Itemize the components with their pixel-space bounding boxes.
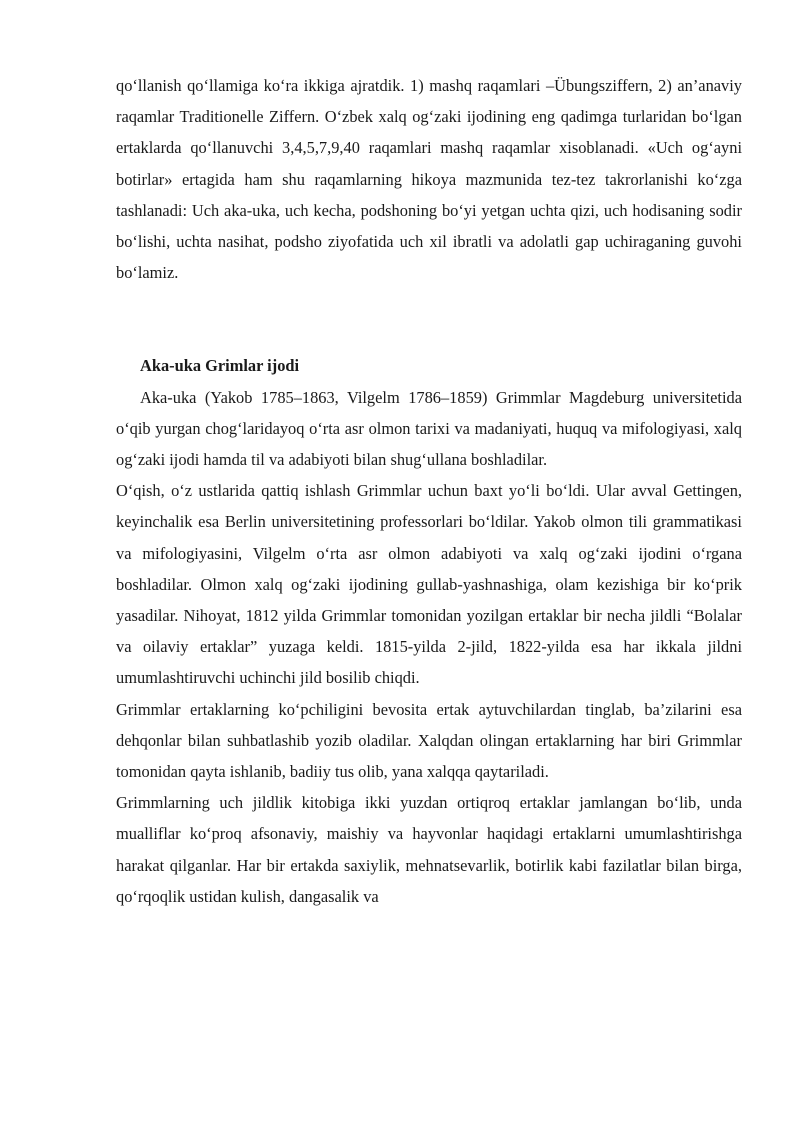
intro-paragraph: qo‘llanish qo‘llamiga ko‘ra ikkiga ajratdik. 1) mashq raqamlari –Übungsziffern, 2) an’anaviy raqamlar Traditionelle Ziffern. O‘zbek xalq og‘zaki ijodining eng qadimga turlaridan bo‘lgan ertaklarda qo‘llanuvchi 3,4,5,7,9,40 raqamlari mashq raqamlar xisoblanadi. «Uch og‘ayni botirlar» ertagida ham shu raqamlarning hikoya mazmunida tez-tez takrorlanishi ko‘zga tashlanadi: Uch aka-uka, uch kecha, podshoning bo‘yi yetgan uchta qizi, uch hodisaning sodir bo‘lishi, uchta nasihat, podsho ziyofatida uch xil ibratli va adolatli gap uchiraganing guvohi bo‘lamiz. bbox=[116, 76, 742, 283]
section-paragraph-2: O‘qish, o‘z ustlarida qattiq ishlash Grimmlar uchun baxt yo‘li bo‘ldi. Ular avval Gettingen, keyinchalik esa Berlin universitetining professorlari bo‘ldilar. Yakob olmon tili grammatikasi va mifologiyasini, Vilgelm o‘rta asr olmon adabiyoti va xalq og‘zaki ijodini o‘rgana boshladilar. Olmon xalq og‘zaki ijodining gullab-yashnashiga, olam kezishiga bir ko‘prik yasadilar. Nihoyat, 1812 yilda Grimmlar tomonidan yozilgan ertaklar bir necha jildli “Bolalar va oilaviy ertaklar” yuzaga keldi. 1815-yilda 2-jild, 1822-yilda esa har ikkala jildni umumlashtiruvchi uchinchi jild bosilib chiqdi. bbox=[116, 481, 742, 688]
section-paragraph-4: Grimmlarning uch jildlik kitobiga ikki yuzdan ortiqroq ertaklar jamlangan bo‘lib, unda mualliflar ko‘proq afsonaviy, maishiy va hayvonlar haqidagi ertaklarni umumlashtirishga harakat qilganlar. Har bir ertakda saxiylik, mehnatsevarlik, botirlik kabi fazilatlar bilan birga, qo‘rqoqlik ustidan kulish, dangasalik va bbox=[116, 793, 742, 906]
section-paragraph-3: Grimmlar ertaklarning ko‘pchiligini bevosita ertak aytuvchilardan tinglab, ba’zilarini esa dehqonlar bilan suhbatlashib yozib oladilar. Xalqdan olingan ertaklarning har biri Grimmlar tomonidan qayta ishlanib, badiiy tus olib, yana xalqqa qaytariladi. bbox=[116, 699, 742, 782]
section-heading: Aka-uka Grimlar ijodi bbox=[140, 356, 300, 376]
page-body bbox=[116, 70, 742, 912]
section-paragraph-1: Aka-uka (Yakob 1785–1863, Vilgelm 1786–1859) Grimmlar Magdeburg universitetida o‘qib yurgan chog‘laridayoq o‘rta asr olmon tarixi va madaniyati, huquq va mifologiyasi, xalq og‘zaki ijodi hamda til va adabiyoti bilan shug‘ullana boshladilar. bbox=[116, 387, 742, 470]
